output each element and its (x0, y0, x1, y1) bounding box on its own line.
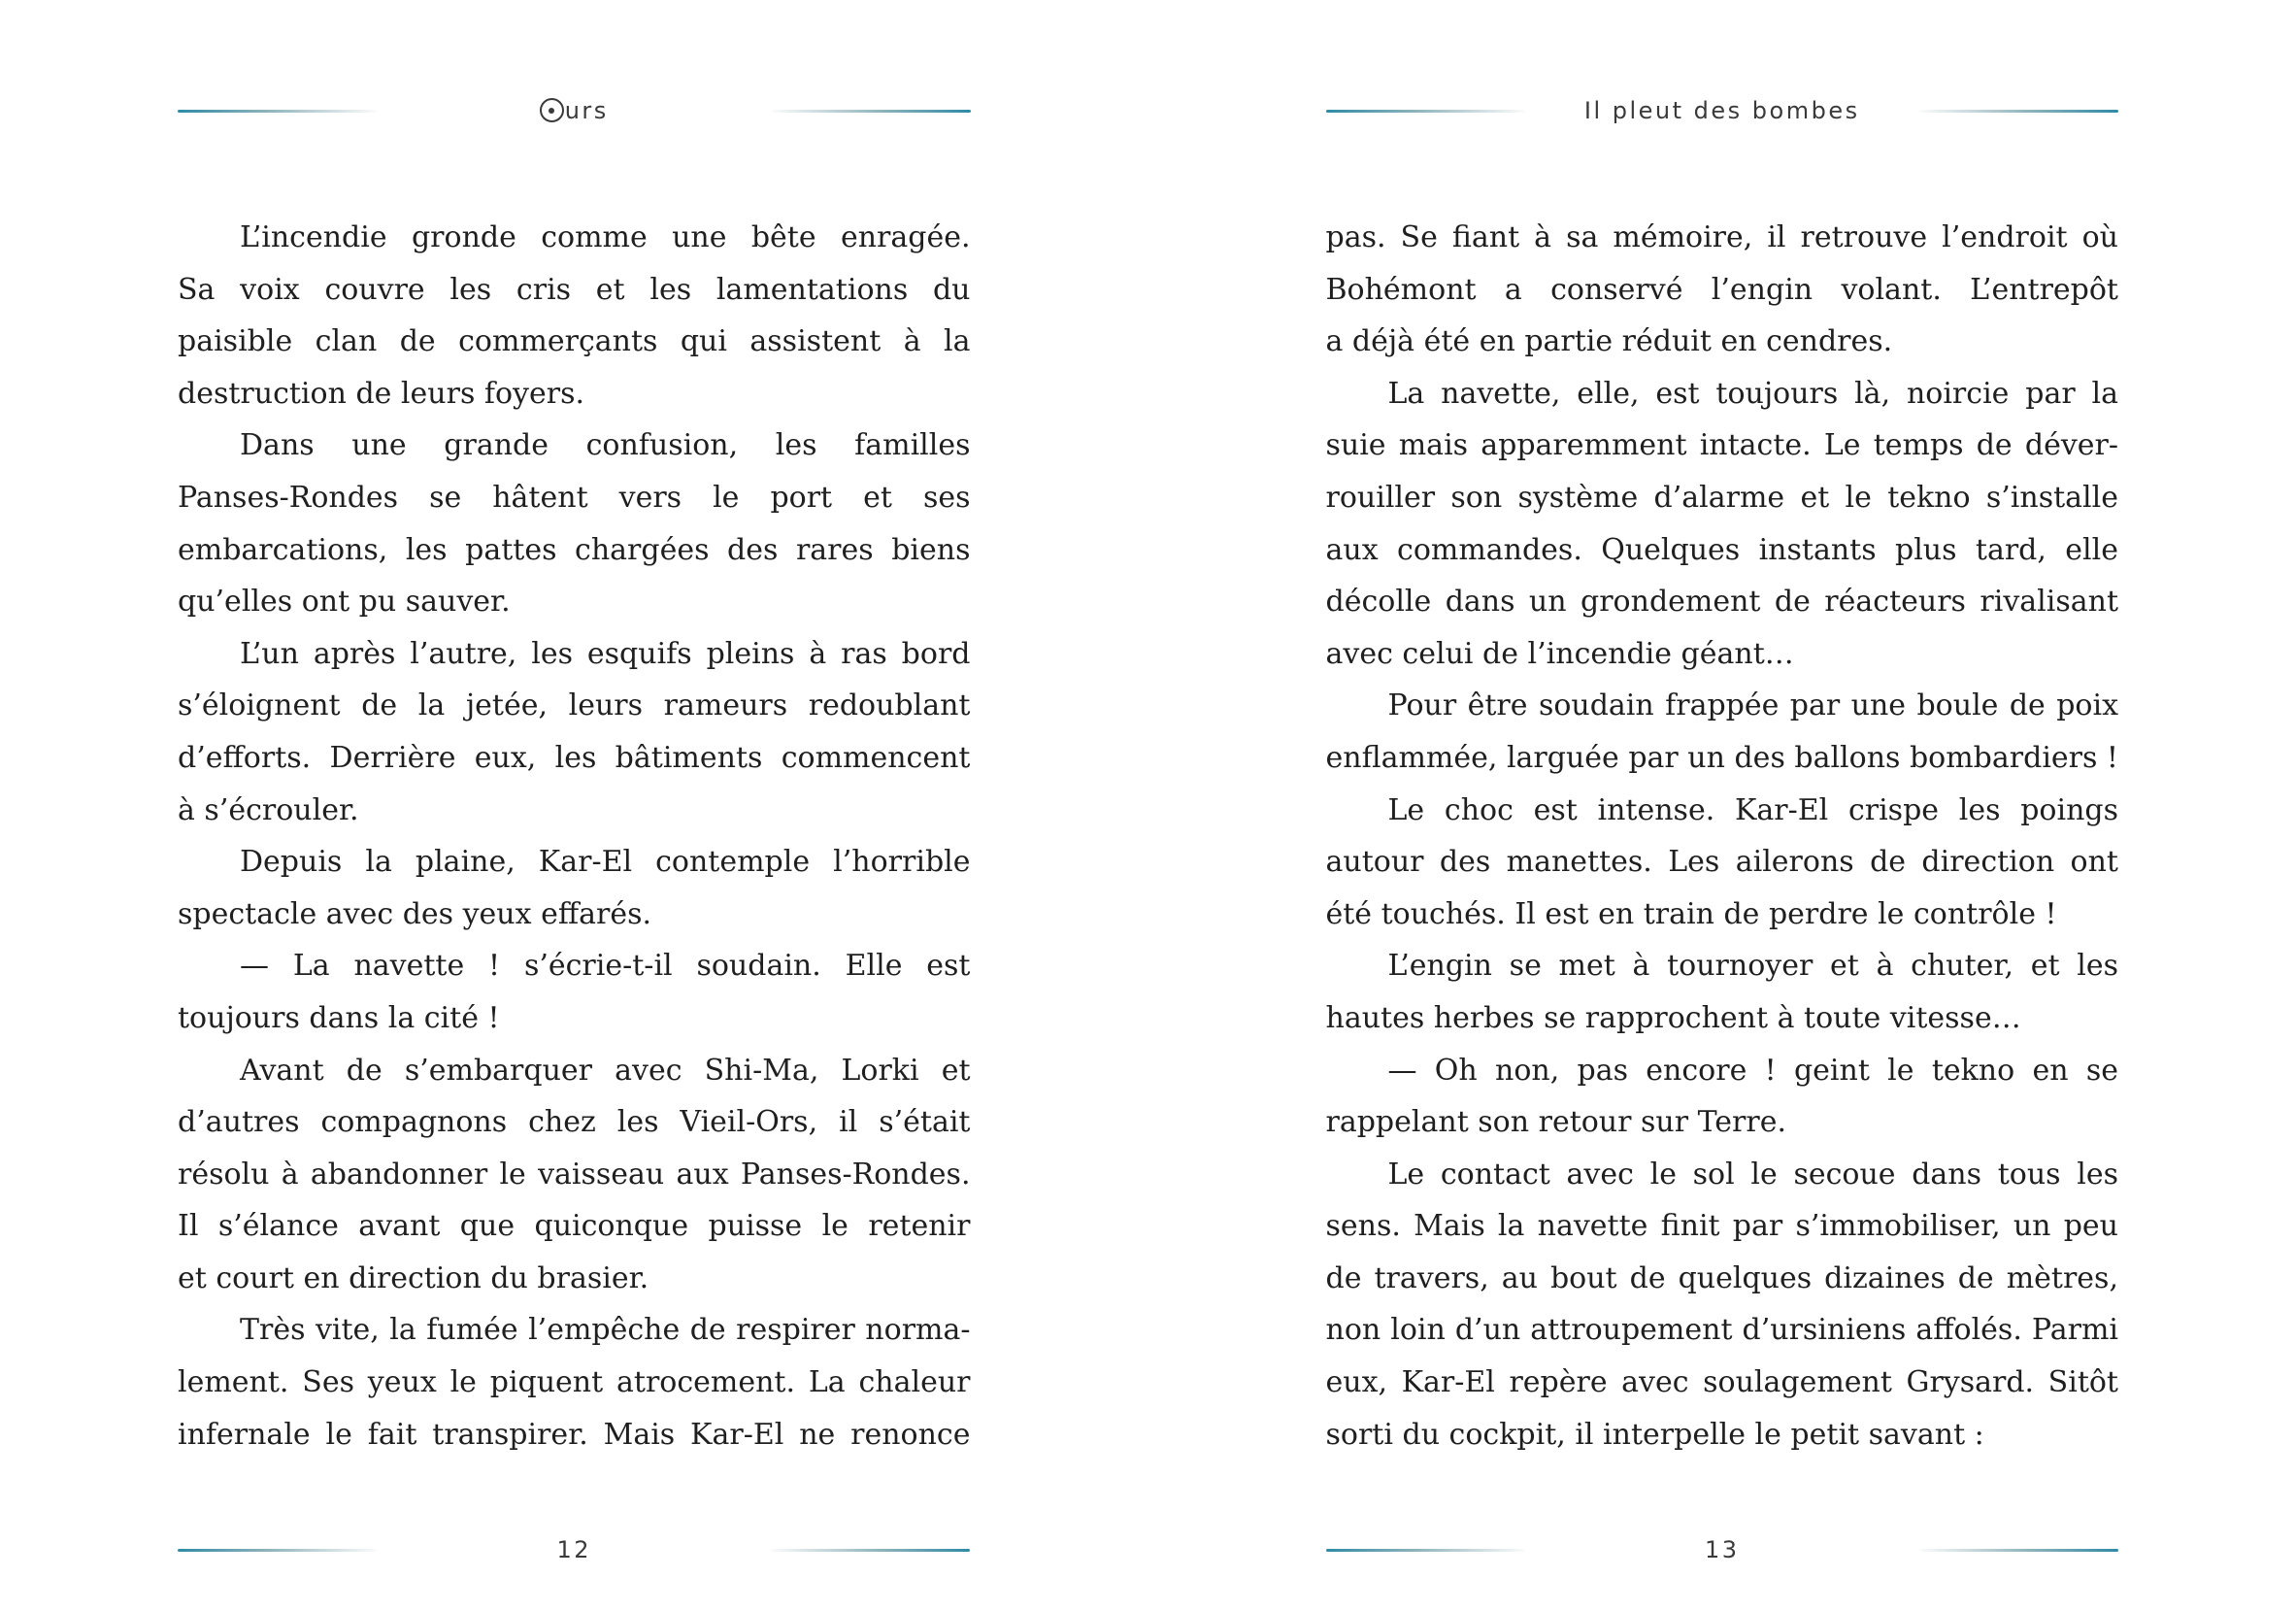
footer-rule-right-icon (1919, 1549, 2118, 1552)
body-text-line: Il s’élance avant que quiconque puisse le retenir (178, 1209, 971, 1244)
body-text-line: Avant de s’embarquer avec Shi-Ma, Lorki et (240, 1053, 971, 1088)
left-page-footer (178, 1527, 971, 1573)
body-text-line: autour des manettes. Les ailerons de direction ont (1325, 845, 2118, 880)
body-text-line: qu’elles ont pu sauver. (178, 585, 511, 620)
body-text-line: Bohémont a conservé l’engin volant. L’entrepôt (1325, 272, 2118, 307)
right-page-footer (1326, 1527, 2119, 1573)
body-text-line: enflammée, larguée par un des ballons bombardiers ! (1325, 740, 2118, 775)
right-page-header (1326, 89, 2119, 132)
body-text-line: s’éloignent de la jetée, leurs rameurs redoublant (178, 688, 971, 723)
footer-rule-left-icon (1326, 1549, 1525, 1552)
body-text-line: La navette, elle, est toujours là, noircie par la (1387, 376, 2118, 411)
body-text-line: Sa voix couvre les cris et les lamentations du (178, 272, 971, 307)
body-text-line: décolle dans un grondement de réacteurs rivalisant (1325, 585, 2118, 620)
body-text-line: rappelant son retour sur Terre. (1325, 1105, 1787, 1140)
body-text-line: été touchés. Il est en train de perdre le contrôle ! (1325, 896, 2057, 931)
body-text-line: L’engin se met à tournoyer et à chuter, et les (1387, 949, 2118, 984)
body-text-line: suie mais apparemment intacte. Le temps de déver- (1325, 428, 2118, 463)
body-text-line: sorti du cockpit, il interpelle le petit savant : (1325, 1417, 1984, 1452)
body-text-line: d’efforts. Derrière eux, les bâtiments commencent (178, 740, 971, 775)
left-page-number: 12 (556, 1536, 592, 1563)
body-text-line: et court en direction du brasier. (178, 1260, 649, 1295)
left-page-text-block (178, 212, 971, 1460)
body-text-line: résolu à abandonner le vaisseau aux Panses-Rondes. (178, 1157, 971, 1191)
footer-rule-left-icon (178, 1549, 377, 1552)
body-text-line: hautes herbes se rapprochent à toute vitesse… (1325, 1000, 2021, 1035)
body-text-line: Dans une grande confusion, les familles (240, 428, 971, 463)
body-text-line: d’autres compagnons chez les Vieil-Ors, il s’était (178, 1105, 971, 1140)
body-text-line: Pour être soudain frappée par une boule de poix (1387, 688, 2118, 723)
body-text-line: — Oh non, pas encore ! geint le tekno en se (1387, 1053, 2118, 1088)
body-text-line: L’un après l’autre, les esquifs pleins à ras bord (240, 636, 971, 671)
body-text-line: — La navette ! s’écrie-t-il soudain. Elle est (240, 949, 971, 984)
header-rule-left-icon (178, 110, 377, 113)
body-text-line: à s’écrouler. (178, 792, 359, 827)
body-text-line: sens. Mais la navette finit par s’immobiliser, un peu (1325, 1209, 2118, 1244)
body-text-line: destruction de leurs foyers. (178, 376, 585, 411)
body-text-line: Le contact avec le sol le secoue dans tous les (1387, 1157, 2118, 1191)
body-text-line: paisible clan de commerçants qui assistent à la (178, 324, 971, 359)
body-text-line: pas. Se fiant à sa mémoire, il retrouve l’endroit où (1325, 220, 2118, 254)
body-text-line: embarcations, les pattes chargées des rares biens (178, 532, 971, 567)
left-page-header (178, 89, 971, 132)
body-text-line: rouiller son système d’alarme et le tekno s’installe (1325, 480, 2118, 515)
body-text-line: Le choc est intense. Kar-El crispe les poings (1387, 792, 2118, 827)
body-text-line: lement. Ses yeux le piquent atrocement. La chaleur (178, 1365, 971, 1400)
body-text-line: aux commandes. Quelques instants plus tard, elle (1325, 532, 2118, 567)
body-text-line: Panses-Rondes se hâtent vers le port et ses (178, 480, 971, 515)
header-rule-left-icon (1326, 110, 1525, 113)
body-text-line: eux, Kar-El repère avec soulagement Grysard. Sitôt (1325, 1365, 2118, 1400)
body-text-line: spectacle avec des yeux effarés. (178, 896, 652, 931)
footer-rule-right-icon (771, 1549, 970, 1552)
left-page-header-title: urs (540, 97, 609, 124)
body-text-line: Très vite, la fumée l’empêche de respirer norma- (240, 1313, 971, 1348)
right-page-text-block (1326, 212, 2119, 1460)
body-text-line: avec celui de l’incendie géant… (1325, 636, 1794, 671)
ours-circled-o-icon (540, 98, 564, 122)
body-text-line: infernale le fait transpirer. Mais Kar-El ne renonce (178, 1417, 971, 1452)
body-text-line: Depuis la plaine, Kar-El contemple l’horrible (240, 845, 971, 880)
body-text-line: L’incendie gronde comme une bête enragée. (240, 220, 971, 254)
right-page-number: 13 (1704, 1536, 1740, 1563)
body-text-line: de travers, au bout de quelques dizaines de mètres, (1325, 1260, 2118, 1295)
page-right (1148, 0, 2296, 1611)
right-page-header-title: Il pleut des bombes (1583, 97, 1860, 124)
body-text-line: toujours dans la cité ! (178, 1000, 500, 1035)
header-rule-right-icon (1919, 110, 2118, 113)
body-text-line: non loin d’un attroupement d’ursiniens affolés. Parmi (1325, 1313, 2118, 1348)
body-text-line: a déjà été en partie réduit en cendres. (1325, 324, 1893, 359)
header-rule-right-icon (772, 110, 971, 113)
